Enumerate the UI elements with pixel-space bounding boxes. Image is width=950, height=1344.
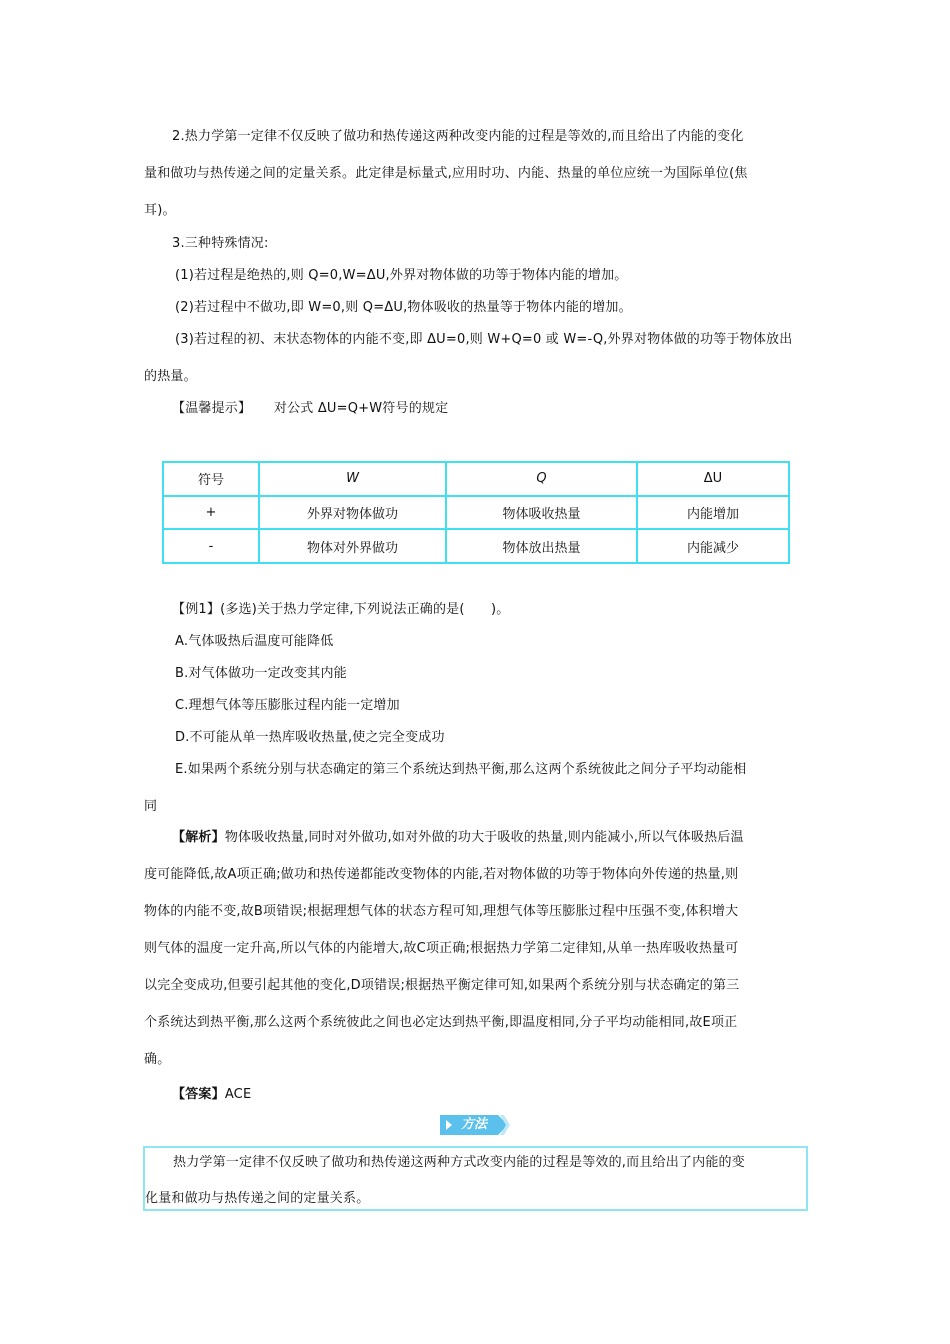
option-e-line2: 同 [144, 799, 158, 814]
case3-line1: (3)若过程的初、末状态物体的内能不变,即 ΔU=0,则 W+Q=0 或 W=-Q,外界对物体做的功等于物体放出 [175, 332, 793, 347]
case2-text: (2)若过程中不做功,即 W=0,则 Q=ΔU,物体吸收的热量等于物体内能的增加。 [175, 300, 632, 315]
table-header-row [163, 462, 789, 496]
section2-line2: 量和做功与热传递之间的定量关系。此定律是标量式,应用时功、内能、热量的单位应统一为国际单位(焦 [144, 166, 748, 181]
method-line1: 热力学第一定律不仅反映了做功和热传递这两种方式改变内能的过程是等效的,而且给出了内能的变 [173, 1155, 745, 1170]
option-b: B.对气体做功一定改变其内能 [175, 666, 347, 681]
case1-text: (1)若过程是绝热的,则 Q=0,W=ΔU,外界对物体做的功等于物体内能的增加。 [175, 268, 628, 283]
analysis-line3: 物体的内能不变,故B项错误;根据理想气体的状态方程可知,理想气体等压膨胀过程中压强不变,体积增大 [144, 904, 739, 919]
option-c: C.理想气体等压膨胀过程内能一定增加 [175, 698, 400, 713]
table-cell: 物体吸收热量 [446, 496, 637, 530]
table-cell: + [163, 496, 259, 530]
analysis-line2: 度可能降低,故A项正确;做功和热传递都能改变物体的内能,若对物体做的功等于物体向外传递的热量,则 [144, 867, 739, 882]
header-cell-w: W [259, 462, 446, 496]
option-d: D.不可能从单一热库吸收热量,使之完全变成功 [175, 730, 445, 745]
section2-line1: 2.热力学第一定律不仅反映了做功和热传递这两种改变内能的过程是等效的,而且给出了内能的变化 [172, 129, 744, 144]
option-e-line1: E.如果两个系统分别与状态确定的第三个系统达到热平衡,那么这两个系统彼此之间分子平均动能相 [175, 762, 747, 777]
analysis-line4: 则气体的温度一定升高,所以气体的内能增大,故C项正确;根据热力学第二定律知,从单一热库吸收热量可 [144, 941, 739, 956]
case3-line2: 的热量。 [144, 369, 197, 384]
tip-label: 【温馨提示】 [172, 401, 252, 416]
analysis-line5: 以完全变成功,但要引起其他的变化,D项错误;根据热平衡定律可知,如果两个系统分别与状态确定的第三 [144, 978, 740, 993]
analysis-line7: 确。 [144, 1052, 171, 1067]
answer-line [172, 1086, 251, 1104]
table-cell: 物体对外界做功 [259, 529, 446, 563]
tip-line [172, 400, 448, 418]
table-cell: 内能减少 [637, 529, 789, 563]
analysis-line1 [172, 829, 744, 847]
analysis-label: 【解析】 [172, 830, 225, 845]
analysis-text: 物体吸收热量,同时对外做功,如对外做的功大于吸收的热量,则内能减小,所以气体吸热后温 [224, 830, 744, 845]
example-title: 【例1】(多选)关于热力学定律,下列说法正确的是( )。 [172, 602, 510, 617]
answer-value: ACE [224, 1087, 252, 1102]
table-cell: 物体放出热量 [446, 529, 637, 563]
table-row [163, 529, 789, 563]
answer-label: 【答案】 [172, 1087, 225, 1102]
table-row [163, 496, 789, 530]
section2-line3: 耳)。 [144, 203, 176, 218]
header-cell-du: ΔU [637, 462, 789, 496]
analysis-line6: 个系统达到热平衡,那么这两个系统彼此之间也必定达到热平衡,即温度相同,分子平均动能相同,故E项正 [144, 1015, 738, 1030]
table-cell: - [163, 529, 259, 563]
header-cell-symbol: 符号 [163, 462, 259, 496]
section3-title: 3.三种特殊情况: [172, 236, 269, 251]
table-cell: 内能增加 [637, 496, 789, 530]
method-line2: 化量和做功与热传递之间的定量关系。 [145, 1191, 370, 1206]
table-cell: 外界对物体做功 [259, 496, 446, 530]
header-cell-q: Q [446, 462, 637, 496]
tip-text: 对公式 ΔU=Q+W符号的规定 [273, 401, 449, 416]
option-a: A.气体吸热后温度可能降低 [175, 634, 334, 649]
sign-convention-table [162, 461, 790, 564]
method-badge-label: 方法 [461, 1117, 488, 1132]
method-summary-box [143, 1146, 808, 1211]
